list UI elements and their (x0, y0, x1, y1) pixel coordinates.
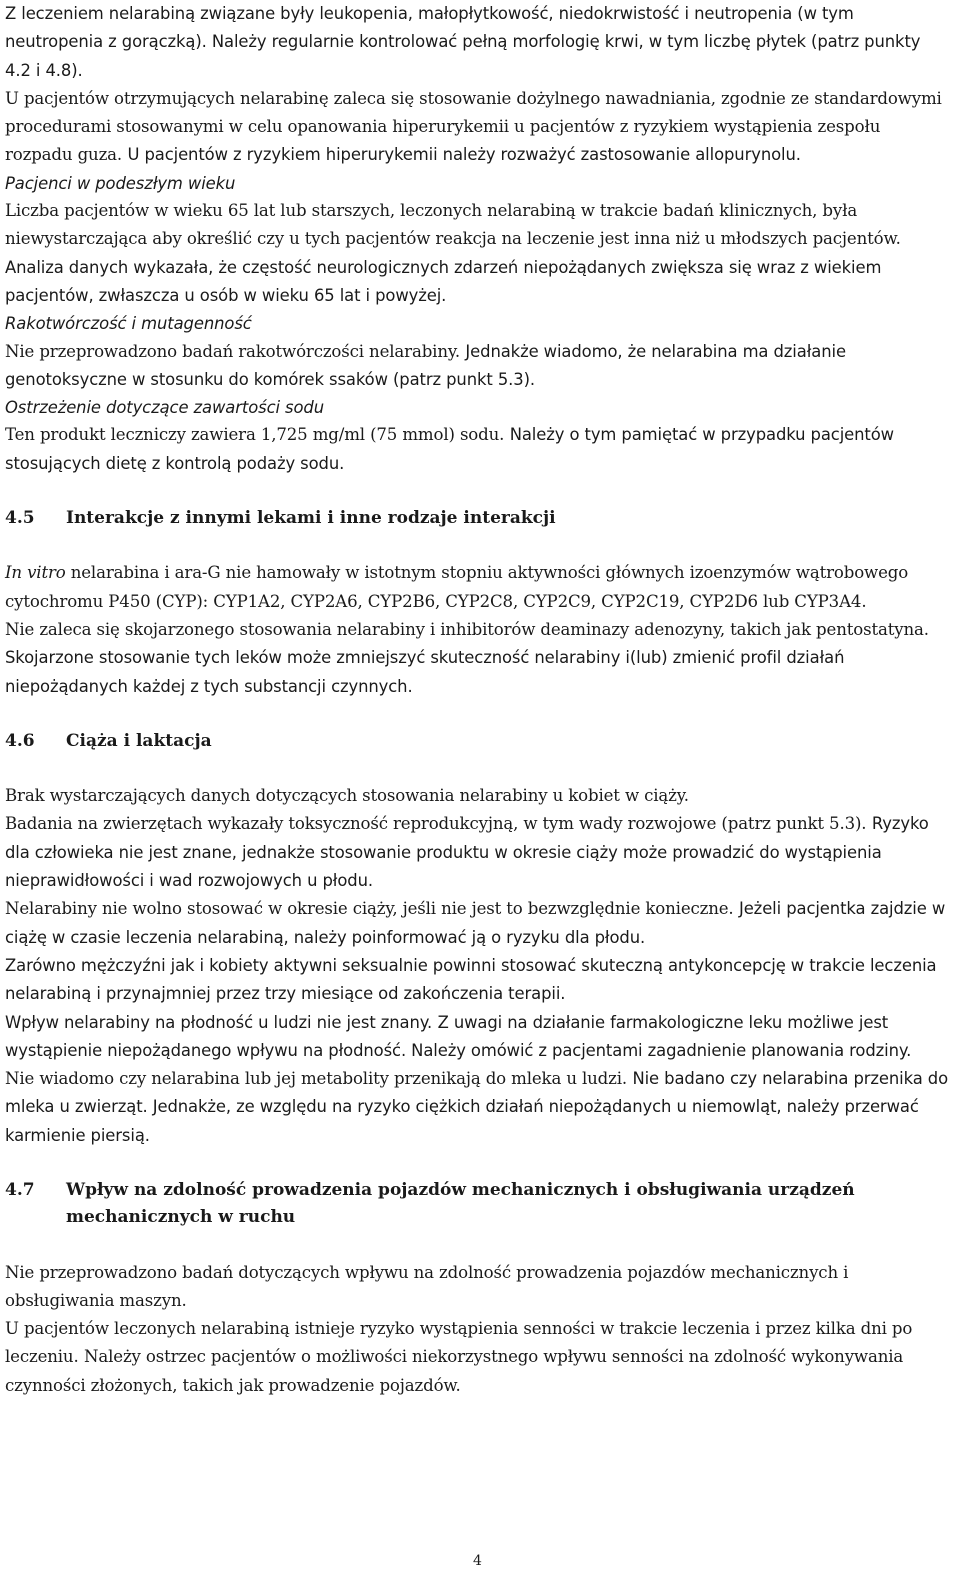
subheading-sodium: Ostrzeżenie dotyczące zawartości sodu (5, 398, 325, 418)
section-heading (5, 1177, 950, 1232)
paragraph-pregnancy-use (5, 895, 950, 952)
section-title: Ciąża i laktacja (66, 730, 212, 751)
section-4-5 (5, 505, 950, 701)
text-run: nelarabina i ara-G nie hamowały w istotnym stopniu aktywności głównych izoenzymów wątrobowego cytochromu P450 (CYP): CYP1A2, CYP2A6, CYP2B6, CYP2C8, CYP2C9, CYP2C19, CYP2D6 lub CYP3A4. (5, 563, 909, 611)
text-run: Należy ostrzec pacjentów o możliwości niekorzystnego wpływu senności na zdolność wykonywania czynności złożonych, takich jak prowadzenie pojazdów. (5, 1347, 904, 1395)
text-run: Nie zaleca się skojarzonego stosowania nelarabiny i inhibitorów deaminazy adenozyny, takich jak pentostatyna. (5, 619, 929, 639)
text-run: Skojarzone stosowanie tych leków może zmniejszyć skuteczność nelarabiny i(lub) zmienić profil działań niepożądanych każdej z tych substancji czynnych. (5, 648, 845, 696)
text-run: Wpływ nelarabiny na płodność u ludzi nie jest znany. (5, 1012, 433, 1032)
paragraph-blood-counts (5, 0, 950, 85)
text-run: Należy o tym pamiętać w przypadku pacjentów stosujących dietę z kontrolą podaży sodu. (5, 425, 894, 473)
section-body (5, 782, 950, 1150)
text-run: Zarówno mężczyźni jak i kobiety aktywni seksualnie powinni stosować skuteczną antykoncepcję w trakcie leczenia nelarabiną i przynajmniej przez trzy miesiące od zakończenia terapii. (5, 955, 937, 1004)
text-run: U pacjentów z ryzykiem hiperurykemii należy rozważyć zastosowanie allopurynolu. (127, 145, 801, 165)
section-heading (5, 728, 950, 755)
text-run: Analiza danych wykazała, że częstość neurologicznych zdarzeń niepożądanych zwiększa się wraz z wiekiem pacjentów, zwłaszcza u osób w wieku 65 lat i powyżej. (5, 257, 882, 305)
text-run: U pacjentów otrzymujących nelarabinę zaleca się stosowanie dożylnego nawadniania, zgodnie ze standardowymi procedurami stosowanymi w celu opanowania hiperurykemii u pacjentów z ryzykiem wystąpienia zespołu rozpadu guza. (5, 88, 942, 165)
paragraph-elderly (5, 197, 950, 310)
paragraph-pregnancy-data (5, 782, 950, 810)
text-run: Nie wiadomo czy nelarabina lub jej metabolity przenikają do mleka u ludzi. (5, 1069, 628, 1089)
paragraph-fertility (5, 1009, 950, 1066)
document-page (5, 0, 950, 1569)
subheading-elderly: Pacjenci w podeszłym wieku (5, 173, 236, 193)
text-run: Z leczeniem nelarabiną związane były leukopenia, małopłytkowość, niedokrwistość i neutropenia (w tym neutropenia z gorączką). Należy regularnie kontrolować pełną morfologię krwi, w tym liczbę płytek (patrz punkty 4.2 i 4.8). (5, 4, 921, 80)
text-run: Nelarabiny nie wolno stosować w okresie ciąży, jeśli nie jest to bezwzględnie konieczne. (5, 899, 734, 919)
text-run: Z uwagi na działanie farmakologiczne leku możliwe jest wystąpienie niepożądanego wpływu na płodność. Należy omówić z pacjentami zagadnienie planowania rodziny. (5, 1012, 912, 1060)
intro-block (5, 0, 950, 478)
text-run: Nie badano czy nelarabina przenika do mleka u zwierząt. Jednakże, ze względu na ryzyko ciężkich działań niepożądanych u niemowląt, należy przerwać karmienie piersią. (5, 1069, 949, 1145)
paragraph-contraception (5, 952, 950, 1009)
paragraph-hydration (5, 85, 950, 170)
text-run: Nie przeprowadzono badań rakotwórczości nelarabiny. (5, 341, 461, 361)
section-number: 4.6 (5, 730, 35, 751)
text-run: Brak wystarczających danych dotyczących stosowania nelarabiny u kobiet w ciąży. (5, 786, 689, 806)
text-run-italic: In vitro (5, 563, 66, 583)
text-run: Jednakże wiadomo, że nelarabina ma działanie genotoksyczne w stosunku do komórek ssaków (patrz punkt 5.3). (5, 341, 846, 389)
paragraph-in-vitro (5, 559, 950, 616)
paragraph-animal-studies (5, 810, 950, 895)
text-run: Ten produkt leczniczy zawiera 1,725 mg/ml (75 mmol) sodu. (5, 425, 505, 445)
subheading-carcinogenicity: Rakotwórczość i mutagenność (5, 314, 252, 334)
section-number: 4.7 (5, 1179, 35, 1200)
section-number: 4.5 (5, 508, 35, 529)
paragraph-sodium (5, 421, 950, 478)
page-number: 4 (473, 1553, 482, 1569)
text-run: Ryzyko dla człowieka nie jest znane, jednakże stosowanie produktu w okresie ciąży może prowadzić do wystąpienia nieprawidłowości i wad rozwojowych u płodu. (5, 814, 929, 891)
text-run: Liczba pacjentów w wieku 65 lat lub starszych, leczonych nelarabiną w trakcie badań klinicznych, była niewystarczająca aby określić czy u tych pacjentów reakcja na leczenie jest inna niż u młodszych pacjentów. (5, 201, 901, 249)
paragraph-lactation (5, 1065, 950, 1150)
text-run: U pacjentów leczonych nelarabiną istnieje ryzyko wystąpienia senności w trakcie leczenia i przez kilka dni po leczeniu. (5, 1319, 913, 1367)
text-run: Jeżeli pacjentka zajdzie w ciążę w czasie leczenia nelarabiną, należy poinformować ją o ryzyku dla płodu. (5, 899, 946, 947)
section-4-7 (5, 1177, 950, 1400)
section-heading (5, 505, 950, 532)
text-run: Badania na zwierzętach wykazały toksyczność reprodukcyjną, w tym wady rozwojowe (patrz punkt 5.3). (5, 814, 867, 834)
section-title: Interakcje z innymi lekami i inne rodzaje interakcji (66, 508, 556, 529)
section-title: Wpływ na zdolność prowadzenia pojazdów mechanicznych i obsługiwania urządzeń mechanicznych w ruchu (66, 1179, 855, 1228)
section-body (5, 1259, 950, 1400)
section-body (5, 559, 950, 700)
paragraph-adenosine-deaminase (5, 616, 950, 701)
paragraph-driving-studies (5, 1259, 950, 1316)
paragraph-somnolence (5, 1315, 950, 1400)
paragraph-carcinogenicity (5, 338, 950, 395)
section-4-6 (5, 728, 950, 1150)
text-run: Nie przeprowadzono badań dotyczących wpływu na zdolność prowadzenia pojazdów mechanicznych i obsługiwania maszyn. (5, 1262, 849, 1310)
